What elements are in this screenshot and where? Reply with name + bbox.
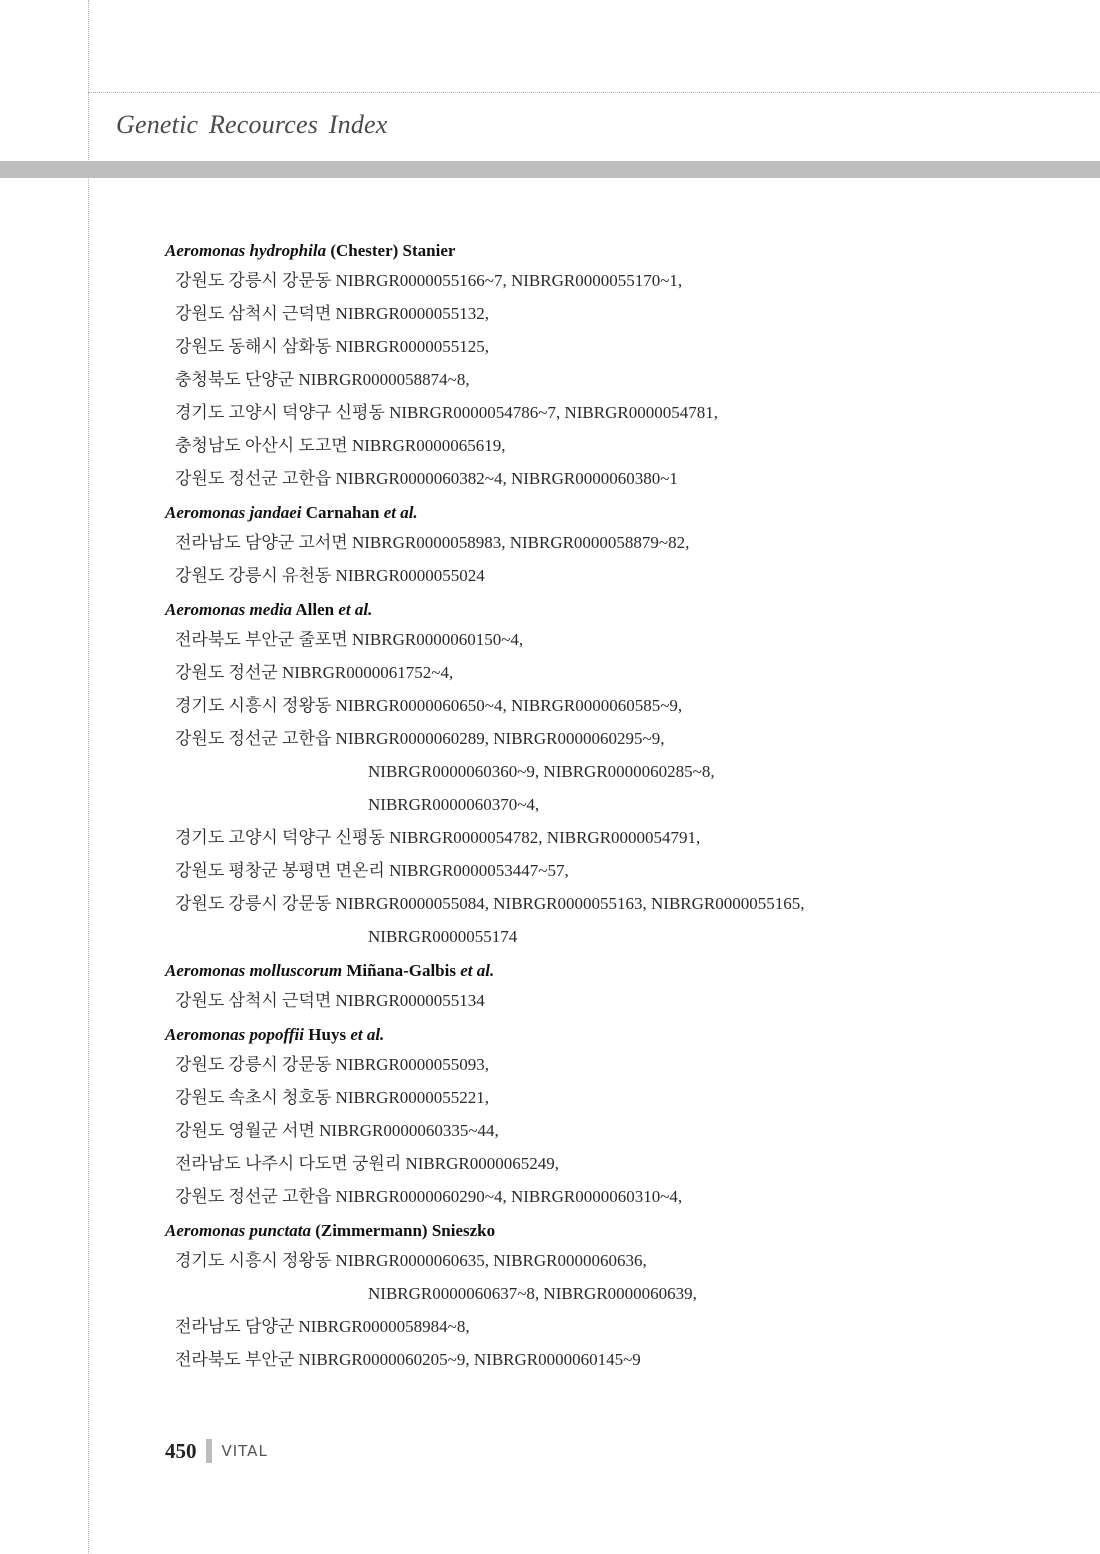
- et-al: et al.: [383, 503, 418, 522]
- species-entry: [165, 1021, 1065, 1213]
- species-epithet: molluscorum: [249, 961, 343, 980]
- genus-name: Aeromonas: [165, 241, 246, 260]
- species-authority: (Zimmermann) Snieszko: [315, 1221, 496, 1240]
- locality-line: 경기도 고양시 덕양구 신평동 NIBRGR0000054786~7, NIBRGR0000054781,: [175, 403, 718, 422]
- species-entry: [165, 1217, 1065, 1376]
- locality-line: 강원도 강릉시 강문동 NIBRGR0000055093,: [175, 1055, 490, 1074]
- locality-line-continuation: NIBRGR0000060360~9, NIBRGR0000060285~8,: [368, 762, 715, 781]
- locality-line: 강원도 강릉시 유천동 NIBRGR0000055024: [175, 566, 485, 585]
- header-bar: [0, 161, 1100, 178]
- locality-line: 전라북도 부안군 줄포면 NIBRGR0000060150~4,: [175, 630, 524, 649]
- page-number: 450: [165, 1438, 197, 1463]
- locality-line: 강원도 영월군 서면 NIBRGR0000060335~44,: [175, 1121, 499, 1140]
- species-entry: [165, 237, 1065, 495]
- species-authority: Huys: [308, 1025, 347, 1044]
- species-epithet: hydrophila: [249, 241, 327, 260]
- species-name: [165, 237, 1065, 264]
- genus-name: Aeromonas: [165, 961, 246, 980]
- footer-divider: [206, 1439, 212, 1463]
- page-footer: [165, 1437, 268, 1465]
- locality-line: 경기도 시흥시 정왕동 NIBRGR0000060650~4, NIBRGR0000060585~9,: [175, 696, 683, 715]
- locality-line: 강원도 강릉시 강문동 NIBRGR0000055084, NIBRGR0000055163, NIBRGR0000055165,: [175, 894, 805, 913]
- locality-line: 강원도 동해시 삼화동 NIBRGR0000055125,: [175, 337, 490, 356]
- locality-line: 강원도 정선군 고한읍 NIBRGR0000060382~4, NIBRGR0000060380~1: [175, 469, 678, 488]
- locality-line: 강원도 삼척시 근덕면 NIBRGR0000055132,: [175, 304, 490, 323]
- et-al: et al.: [338, 600, 373, 619]
- locality-line-continuation: NIBRGR0000055174: [368, 927, 518, 946]
- locality-line: 전라북도 부안군 NIBRGR0000060205~9, NIBRGR0000060145~9: [175, 1350, 641, 1369]
- locality-line: 충청북도 단양군 NIBRGR0000058874~8,: [175, 370, 470, 389]
- species-authority: Allen: [295, 600, 335, 619]
- locality-line: 강원도 삼척시 근덕면 NIBRGR0000055134: [175, 991, 485, 1010]
- species-name: [165, 1217, 1065, 1244]
- locality-line-continuation: NIBRGR0000060370~4,: [368, 795, 540, 814]
- locality-line-continuation: NIBRGR0000060637~8, NIBRGR0000060639,: [368, 1284, 697, 1303]
- species-entry: [165, 499, 1065, 592]
- et-al: et al.: [350, 1025, 385, 1044]
- locality-line: 경기도 시흥시 정왕동 NIBRGR0000060635, NIBRGR0000060636,: [175, 1251, 647, 1270]
- species-entry: [165, 957, 1065, 1017]
- locality-line: 강원도 정선군 고한읍 NIBRGR0000060289, NIBRGR0000060295~9,: [175, 729, 665, 748]
- species-epithet: popoffii: [249, 1025, 305, 1044]
- locality-line: 충청남도 아산시 도고면 NIBRGR0000065619,: [175, 436, 506, 455]
- margin-guide-horizontal: [88, 92, 1100, 93]
- locality-line: 강원도 평창군 봉평면 면온리 NIBRGR0000053447~57,: [175, 861, 569, 880]
- locality-line: 강원도 강릉시 강문동 NIBRGR0000055166~7, NIBRGR0000055170~1,: [175, 271, 683, 290]
- locality-line: 전라남도 담양군 고서면 NIBRGR0000058983, NIBRGR0000058879~82,: [175, 533, 690, 552]
- genus-name: Aeromonas: [165, 1221, 246, 1240]
- locality-line: 강원도 정선군 고한읍 NIBRGR0000060290~4, NIBRGR0000060310~4,: [175, 1187, 683, 1206]
- locality-line: 경기도 고양시 덕양구 신평동 NIBRGR0000054782, NIBRGR0000054791,: [175, 828, 701, 847]
- locality-line: 전라남도 나주시 다도면 궁원리 NIBRGR0000065249,: [175, 1154, 559, 1173]
- species-authority: (Chester) Stanier: [330, 241, 456, 260]
- footer-label: VITAL: [221, 1442, 268, 1460]
- locality-line: 전라남도 담양군 NIBRGR0000058984~8,: [175, 1317, 470, 1336]
- species-authority: Carnahan: [305, 503, 380, 522]
- species-epithet: punctata: [249, 1221, 311, 1240]
- genus-name: Aeromonas: [165, 503, 246, 522]
- species-epithet: jandaei: [249, 503, 302, 522]
- species-authority: Miñana-Galbis: [346, 961, 456, 980]
- species-index: [165, 237, 1065, 1380]
- running-header: Genetic Recources Index: [116, 110, 388, 139]
- species-name: [165, 499, 1065, 526]
- locality-line: 강원도 속초시 청호동 NIBRGR0000055221,: [175, 1088, 490, 1107]
- genus-name: Aeromonas: [165, 1025, 246, 1044]
- species-name: [165, 957, 1065, 984]
- et-al: et al.: [460, 961, 495, 980]
- species-epithet: media: [249, 600, 293, 619]
- species-name: [165, 596, 1065, 623]
- margin-guide-vertical: [88, 0, 89, 1554]
- locality-line: 강원도 정선군 NIBRGR0000061752~4,: [175, 663, 454, 682]
- genus-name: Aeromonas: [165, 600, 246, 619]
- species-entry: [165, 596, 1065, 953]
- species-name: [165, 1021, 1065, 1048]
